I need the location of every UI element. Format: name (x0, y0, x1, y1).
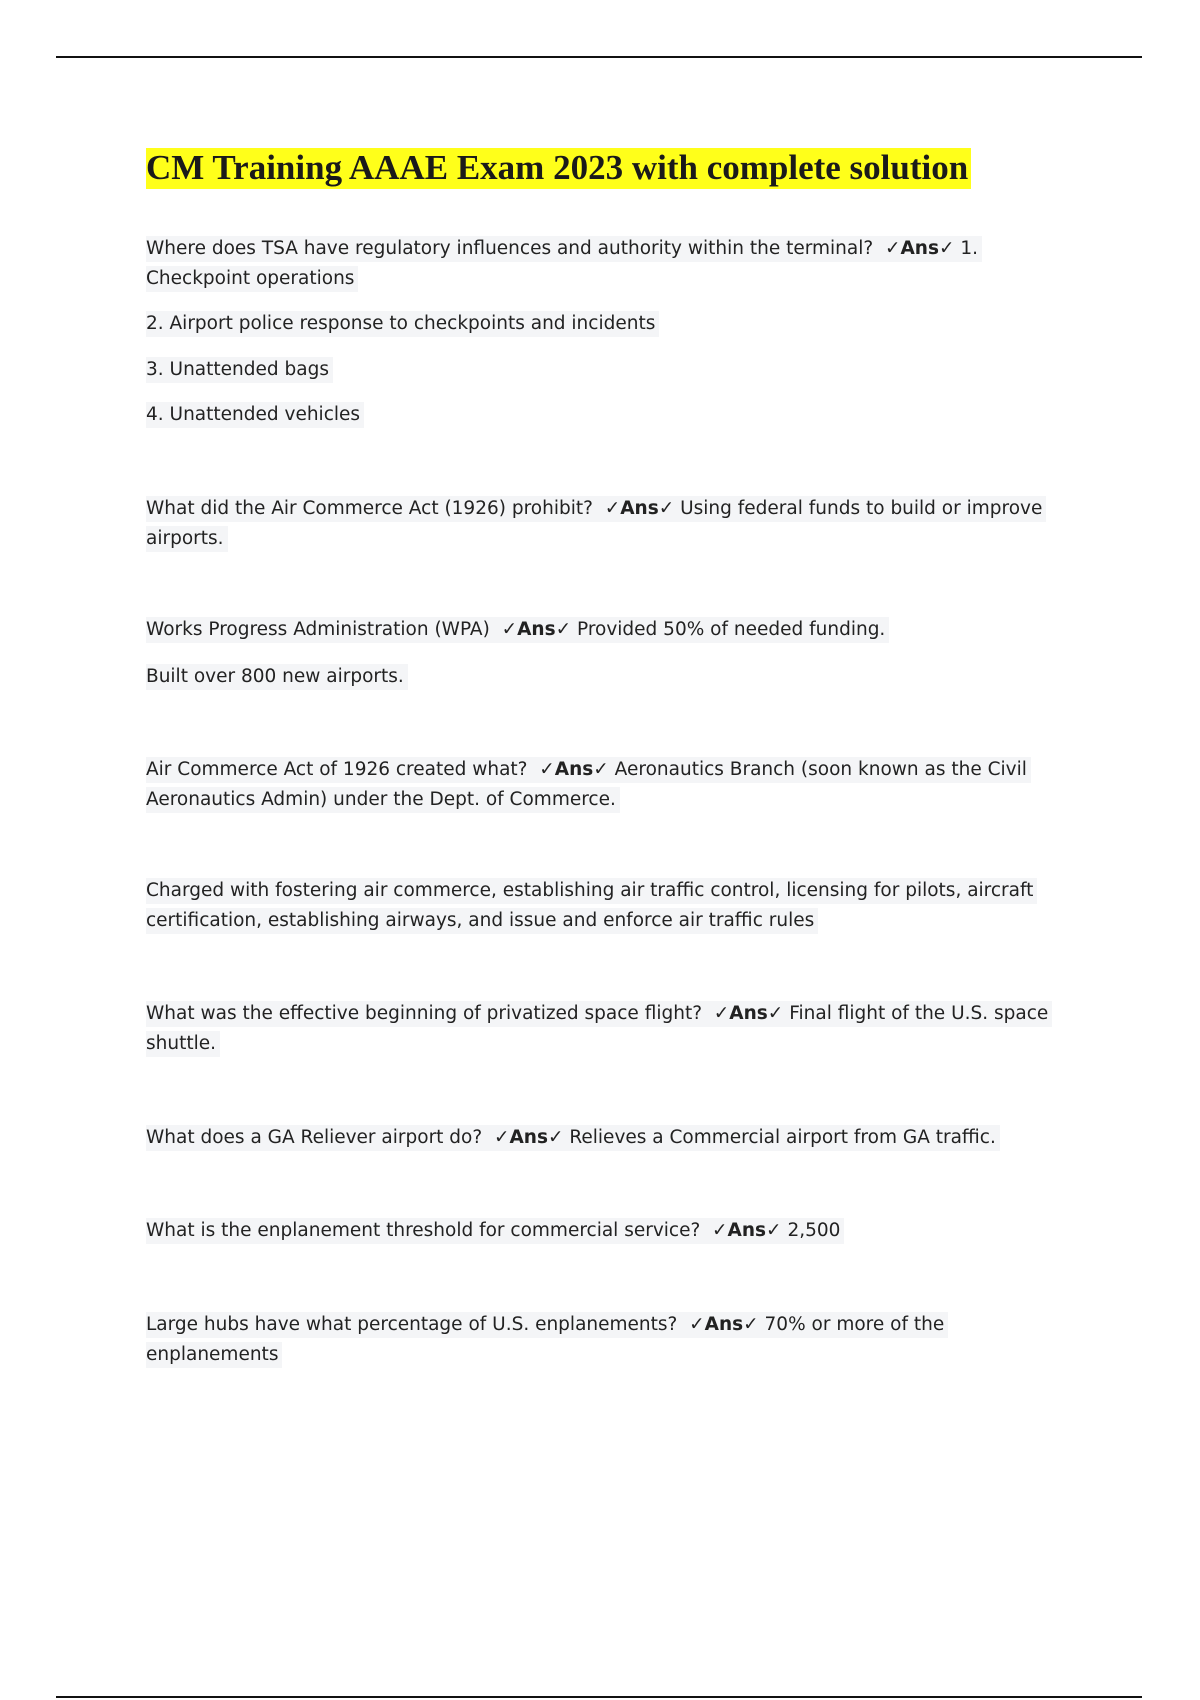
answer-text: Final flight of the U.S. space shuttle. (146, 1003, 1049, 1054)
qa-item (146, 234, 1076, 294)
paragraph: Charged with fostering air commerce, establishing air traffic control, licensing for pilots, aircraft certification, establishing airways, and issue and enforce air traffic rules (146, 876, 1076, 936)
document-title (146, 146, 971, 190)
answer-continuation: 3. Unattended bags (146, 355, 1076, 385)
qa-item (146, 1123, 1076, 1153)
qa-item (146, 1216, 1076, 1246)
answer-marker: ✓Ans✓ (712, 1220, 782, 1241)
question-text: Where does TSA have regulatory influences and authority within the terminal? (146, 238, 874, 259)
bottom-rule (56, 1696, 1142, 1698)
qa-item (146, 755, 1076, 815)
answer-marker: ✓Ans✓ (689, 1314, 759, 1335)
answer-text: Provided 50% of needed funding. (576, 619, 886, 640)
answer-continuation: Built over 800 new airports. (146, 662, 1076, 692)
question-text: What does a GA Reliever airport do? (146, 1127, 483, 1148)
qa-item (146, 999, 1076, 1059)
answer-marker: ✓Ans✓ (501, 619, 572, 640)
answer-text: 2,500 (787, 1220, 841, 1241)
question-text: Large hubs have what percentage of U.S. enplanements? (146, 1314, 678, 1335)
answer-marker: ✓Ans✓ (493, 1127, 564, 1148)
question-text: Air Commerce Act of 1926 created what? (146, 759, 528, 780)
title-text: CM Training AAAE Exam 2023 with complete solution (146, 148, 971, 189)
answer-marker: ✓Ans✓ (604, 498, 675, 519)
question-text: What did the Air Commerce Act (1926) prohibit? (146, 498, 593, 519)
answer-text: 70% or more of the enplanements (146, 1314, 945, 1365)
answer-text: Aeronautics Branch (soon known as the Civil Aeronautics Admin) under the Dept. of Commerce. (146, 759, 1027, 810)
answer-text: 1. Checkpoint operations (146, 238, 979, 289)
answer-marker: ✓Ans✓ (884, 238, 955, 259)
answer-marker: ✓Ans✓ (713, 1003, 784, 1024)
answer-text: Using federal funds to build or improve airports. (146, 498, 1043, 549)
question-text: What is the enplanement threshold for commercial service? (146, 1220, 701, 1241)
answer-continuation: 4. Unattended vehicles (146, 400, 1076, 430)
top-rule (56, 56, 1142, 58)
answer-text: Relieves a Commercial airport from GA traffic. (569, 1127, 996, 1148)
answer-marker: ✓Ans✓ (539, 759, 609, 780)
question-text: Works Progress Administration (WPA) (146, 619, 490, 640)
qa-item (146, 1310, 1076, 1370)
question-text: What was the effective beginning of privatized space flight? (146, 1003, 703, 1024)
qa-item (146, 615, 1076, 645)
qa-item (146, 494, 1076, 554)
answer-continuation: 2. Airport police response to checkpoints and incidents (146, 309, 1076, 339)
